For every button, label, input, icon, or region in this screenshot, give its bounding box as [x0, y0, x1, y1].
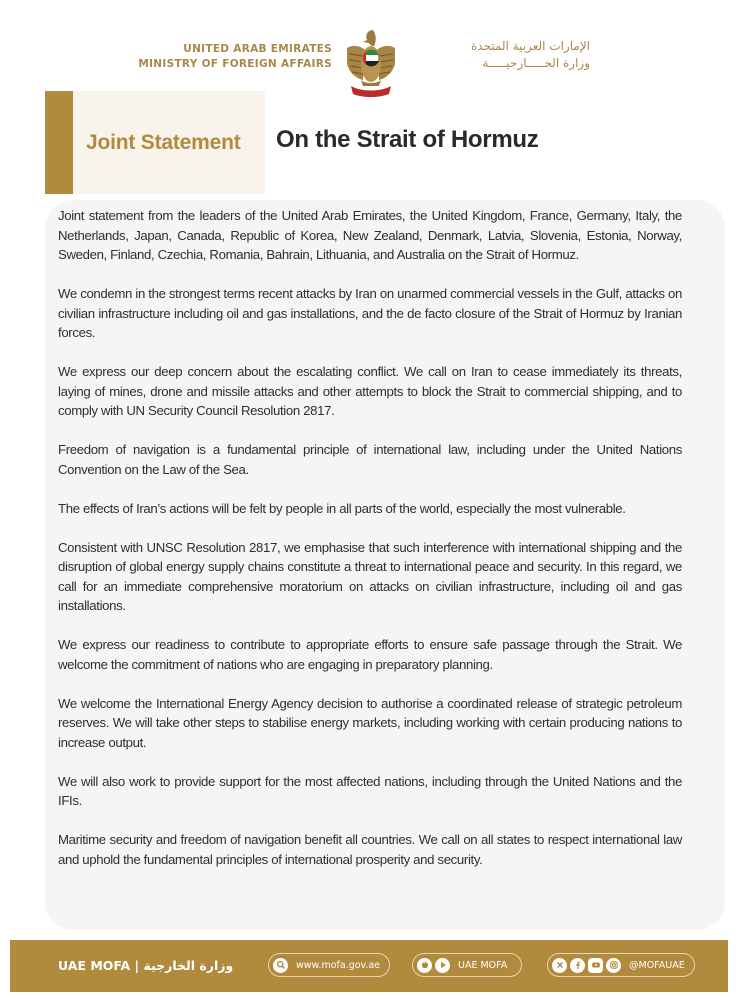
paragraph-unsc-resolution: Consistent with UNSC Resolution 2817, we emphasise that such interference with international shipping and the disruption of global energy supply chains constitute a threat to international peace and security. In this regard, we call for an immediate comprehensive moratorium on attacks on civilian infrastructure, including oil and gas installations.	[58, 539, 682, 613]
facebook-icon	[570, 958, 585, 973]
uae-emblem-icon	[343, 28, 399, 98]
paragraph-condemnation: We condemn in the strongest terms recent attacks by Iran on unarmed commercial vessels in the Gulf, attacks on civilian infrastructure including oil and gas installations, and the de facto closure of the Strait of Hormuz by Iranian forces.	[58, 286, 682, 340]
play-store-icon	[435, 958, 450, 973]
paragraph-readiness: We express our readiness to contribute to appropriate efforts to ensure safe passage through the Strait. We welcome the commitment of nations who are engaging in preparatory planning.	[58, 637, 682, 672]
social-media-link[interactable]	[547, 953, 695, 977]
app-label: UAE MOFA	[458, 959, 508, 971]
youtube-icon	[588, 958, 603, 973]
mobile-app-link[interactable]	[412, 953, 522, 977]
paragraph-maritime-security: Maritime security and freedom of navigation benefit all countries. We call on all states to respect international law and uphold the fundamental principles of international prosperity and security.	[58, 832, 682, 867]
paragraph-support: We will also work to provide support for the most affected nations, including through the United Nations and the IFIs.	[58, 773, 682, 808]
instagram-icon	[606, 958, 621, 973]
paragraph-intro: Joint statement from the leaders of the United Arab Emirates, the United Kingdom, France, Germany, Italy, the Netherlands, Japan, Canada, Republic of Korea, New Zealand, Denmark, Latvia, Slovenia, Estonia, Norway, Sweden, Finland, Czechia, Romania, Bahrain, Lithuania, and Australia on the Strait of Hormuz.	[58, 208, 682, 262]
website-link[interactable]	[268, 953, 390, 977]
statement-body	[58, 206, 682, 889]
org-name-en-line1: UNITED ARAB EMIRATES	[183, 43, 332, 55]
apple-icon	[417, 958, 432, 973]
social-handle: @MOFAUAE	[629, 959, 685, 971]
org-name-arabic	[410, 38, 590, 72]
statement-type-label: Joint Statement	[86, 131, 241, 154]
org-name-ar-line2: وزارة الخـــــارجيـــــة	[482, 56, 590, 70]
paragraph-iea: We welcome the International Energy Agency decision to authorise a coordinated release of strategic petroleum reserves. We will take other steps to stabilise energy markets, including working with certain producing nations to increase output.	[58, 695, 682, 750]
x-icon	[552, 958, 567, 973]
paragraph-concern: We express our deep concern about the escalating conflict. We call on Iran to cease immediately its threats, laying of mines, drone and missile attacks and other attempts to block the Strait to commercial shipping, and to comply with UN Security Council Resolution 2817.	[58, 364, 682, 418]
org-name-ar-line1: الإمارات العربية المتحدة	[471, 39, 590, 53]
website-url: www.mofa.gov.ae	[296, 959, 381, 971]
page-header	[0, 28, 740, 98]
org-name-en-line2: MINISTRY OF FOREIGN AFFAIRS	[138, 58, 332, 70]
page-footer	[10, 940, 728, 992]
paragraph-effects: The effects of Iran’s actions will be felt by people in all parts of the world, especially the most vulnerable.	[58, 500, 626, 516]
title-banner-accent-bar	[45, 91, 73, 194]
paragraph-freedom-of-navigation: Freedom of navigation is a fundamental principle of international law, including under the United Nations Convention on the Law of the Sea.	[58, 442, 682, 477]
page-title: On the Strait of Hormuz	[276, 126, 539, 153]
footer-brand: UAE MOFA | وزارة الخارجية	[58, 958, 234, 973]
org-name-english	[138, 42, 332, 72]
search-icon	[273, 958, 288, 973]
